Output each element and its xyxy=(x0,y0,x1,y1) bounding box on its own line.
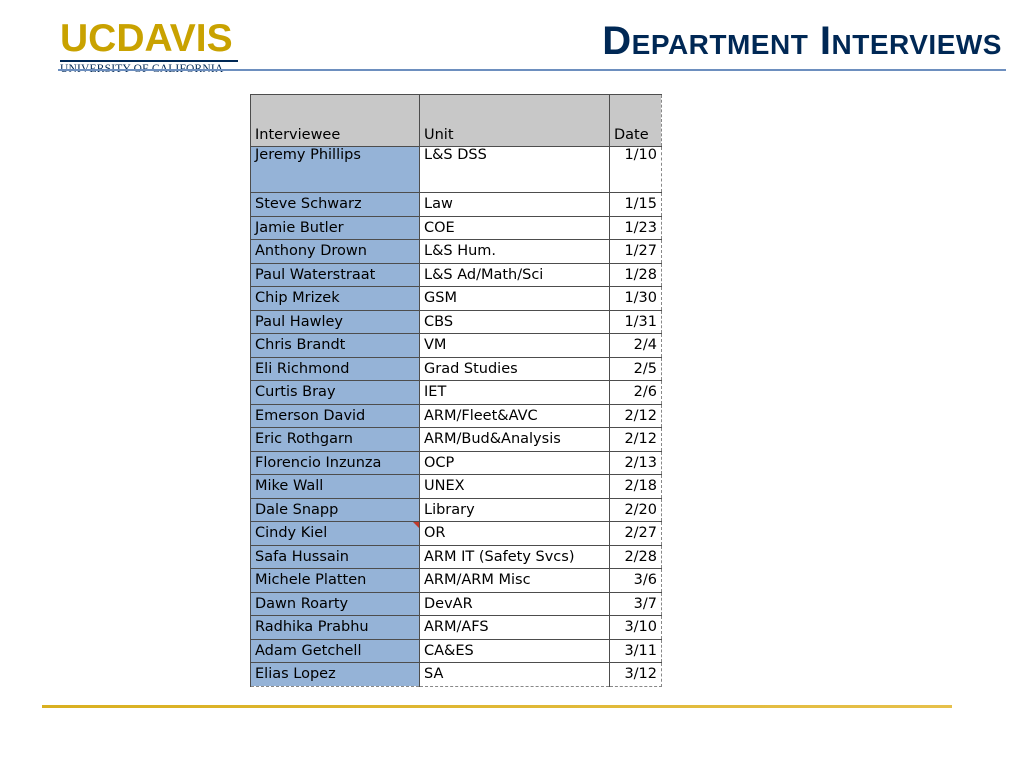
logo-uc: UC xyxy=(60,17,117,60)
table-row xyxy=(251,522,662,546)
cell-date: 1/31 xyxy=(610,310,662,334)
cell-date: 2/28 xyxy=(610,545,662,569)
table-row xyxy=(251,334,662,358)
ucdavis-logo xyxy=(60,17,238,75)
cell-unit: UNEX xyxy=(420,475,610,499)
cell-date: 1/28 xyxy=(610,263,662,287)
cell-unit: Library xyxy=(420,498,610,522)
cell-unit: ARM/ARM Misc xyxy=(420,569,610,593)
header-unit: Unit xyxy=(420,95,610,147)
table-row xyxy=(251,451,662,475)
table-row xyxy=(251,193,662,217)
cell-unit: L&S Hum. xyxy=(420,240,610,264)
cell-interviewee: Chris Brandt xyxy=(251,334,420,358)
table-row xyxy=(251,498,662,522)
cell-interviewee: Paul Hawley xyxy=(251,310,420,334)
table-row xyxy=(251,357,662,381)
cell-unit: IET xyxy=(420,381,610,405)
cell-date: 3/12 xyxy=(610,663,662,687)
cell-date: 1/30 xyxy=(610,287,662,311)
cell-unit: ARM/Bud&Analysis xyxy=(420,428,610,452)
cell-date: 1/15 xyxy=(610,193,662,217)
cell-interviewee: Safa Hussain xyxy=(251,545,420,569)
cell-unit: ARM IT (Safety Svcs) xyxy=(420,545,610,569)
interviews-table-container xyxy=(250,94,661,687)
cell-interviewee: Steve Schwarz xyxy=(251,193,420,217)
table-row xyxy=(251,475,662,499)
cell-interviewee: Eric Rothgarn xyxy=(251,428,420,452)
cell-unit: L&S DSS xyxy=(420,147,610,193)
comment-indicator-icon xyxy=(413,522,419,528)
table-row xyxy=(251,216,662,240)
cell-unit: ARM/Fleet&AVC xyxy=(420,404,610,428)
slide-title: Department Interviews xyxy=(602,19,1002,63)
table-row xyxy=(251,310,662,334)
cell-date: 3/11 xyxy=(610,639,662,663)
cell-date: 1/27 xyxy=(610,240,662,264)
cell-unit: ARM/AFS xyxy=(420,616,610,640)
logo-subtitle xyxy=(60,60,238,75)
table-header-row xyxy=(251,95,662,147)
cell-unit: Grad Studies xyxy=(420,357,610,381)
cell-interviewee: Mike Wall xyxy=(251,475,420,499)
cell-interviewee: Curtis Bray xyxy=(251,381,420,405)
cell-unit: OCP xyxy=(420,451,610,475)
cell-interviewee: Dawn Roarty xyxy=(251,592,420,616)
cell-date: 3/10 xyxy=(610,616,662,640)
cell-unit: DevAR xyxy=(420,592,610,616)
cell-interviewee: Chip Mrizek xyxy=(251,287,420,311)
cell-interviewee: Jamie Butler xyxy=(251,216,420,240)
logo-wordmark xyxy=(60,17,238,60)
interviews-table xyxy=(250,94,662,687)
table-row xyxy=(251,639,662,663)
cell-interviewee: Michele Platten xyxy=(251,569,420,593)
table-row xyxy=(251,428,662,452)
cell-interviewee: Cindy Kiel xyxy=(251,522,420,546)
cell-unit: CBS xyxy=(420,310,610,334)
cell-unit: Law xyxy=(420,193,610,217)
cell-unit: VM xyxy=(420,334,610,358)
cell-interviewee: Jeremy Phillips xyxy=(251,147,420,193)
title-divider xyxy=(58,69,1006,71)
table-row xyxy=(251,663,662,687)
table-row xyxy=(251,616,662,640)
table-row xyxy=(251,381,662,405)
cell-date: 2/13 xyxy=(610,451,662,475)
cell-unit: SA xyxy=(420,663,610,687)
header-interviewee: Interviewee xyxy=(251,95,420,147)
cell-interviewee: Anthony Drown xyxy=(251,240,420,264)
cell-date: 2/6 xyxy=(610,381,662,405)
cell-interviewee: Paul Waterstraat xyxy=(251,263,420,287)
cell-date: 2/20 xyxy=(610,498,662,522)
cell-date: 3/6 xyxy=(610,569,662,593)
cell-unit: GSM xyxy=(420,287,610,311)
cell-unit: OR xyxy=(420,522,610,546)
table-row xyxy=(251,263,662,287)
table-row xyxy=(251,545,662,569)
cell-interviewee: Florencio Inzunza xyxy=(251,451,420,475)
cell-unit: COE xyxy=(420,216,610,240)
cell-interviewee: Emerson David xyxy=(251,404,420,428)
cell-interviewee: Radhika Prabhu xyxy=(251,616,420,640)
cell-date: 1/10 xyxy=(610,147,662,193)
cell-date: 2/27 xyxy=(610,522,662,546)
cell-date: 2/18 xyxy=(610,475,662,499)
table-row xyxy=(251,569,662,593)
table-row xyxy=(251,404,662,428)
cell-date: 2/4 xyxy=(610,334,662,358)
cell-unit: CA&ES xyxy=(420,639,610,663)
table-row xyxy=(251,592,662,616)
cell-interviewee: Eli Richmond xyxy=(251,357,420,381)
cell-date: 2/12 xyxy=(610,404,662,428)
logo-davis: DAVIS xyxy=(116,17,233,60)
cell-date: 2/12 xyxy=(610,428,662,452)
cell-date: 2/5 xyxy=(610,357,662,381)
cell-date: 1/23 xyxy=(610,216,662,240)
cell-interviewee: Dale Snapp xyxy=(251,498,420,522)
cell-unit: L&S Ad/Math/Sci xyxy=(420,263,610,287)
header-date: Date xyxy=(610,95,662,147)
table-row xyxy=(251,287,662,311)
table-row xyxy=(251,240,662,264)
cell-interviewee: Adam Getchell xyxy=(251,639,420,663)
footer-divider xyxy=(42,705,952,708)
cell-date: 3/7 xyxy=(610,592,662,616)
table-row xyxy=(251,147,662,193)
cell-interviewee: Elias Lopez xyxy=(251,663,420,687)
